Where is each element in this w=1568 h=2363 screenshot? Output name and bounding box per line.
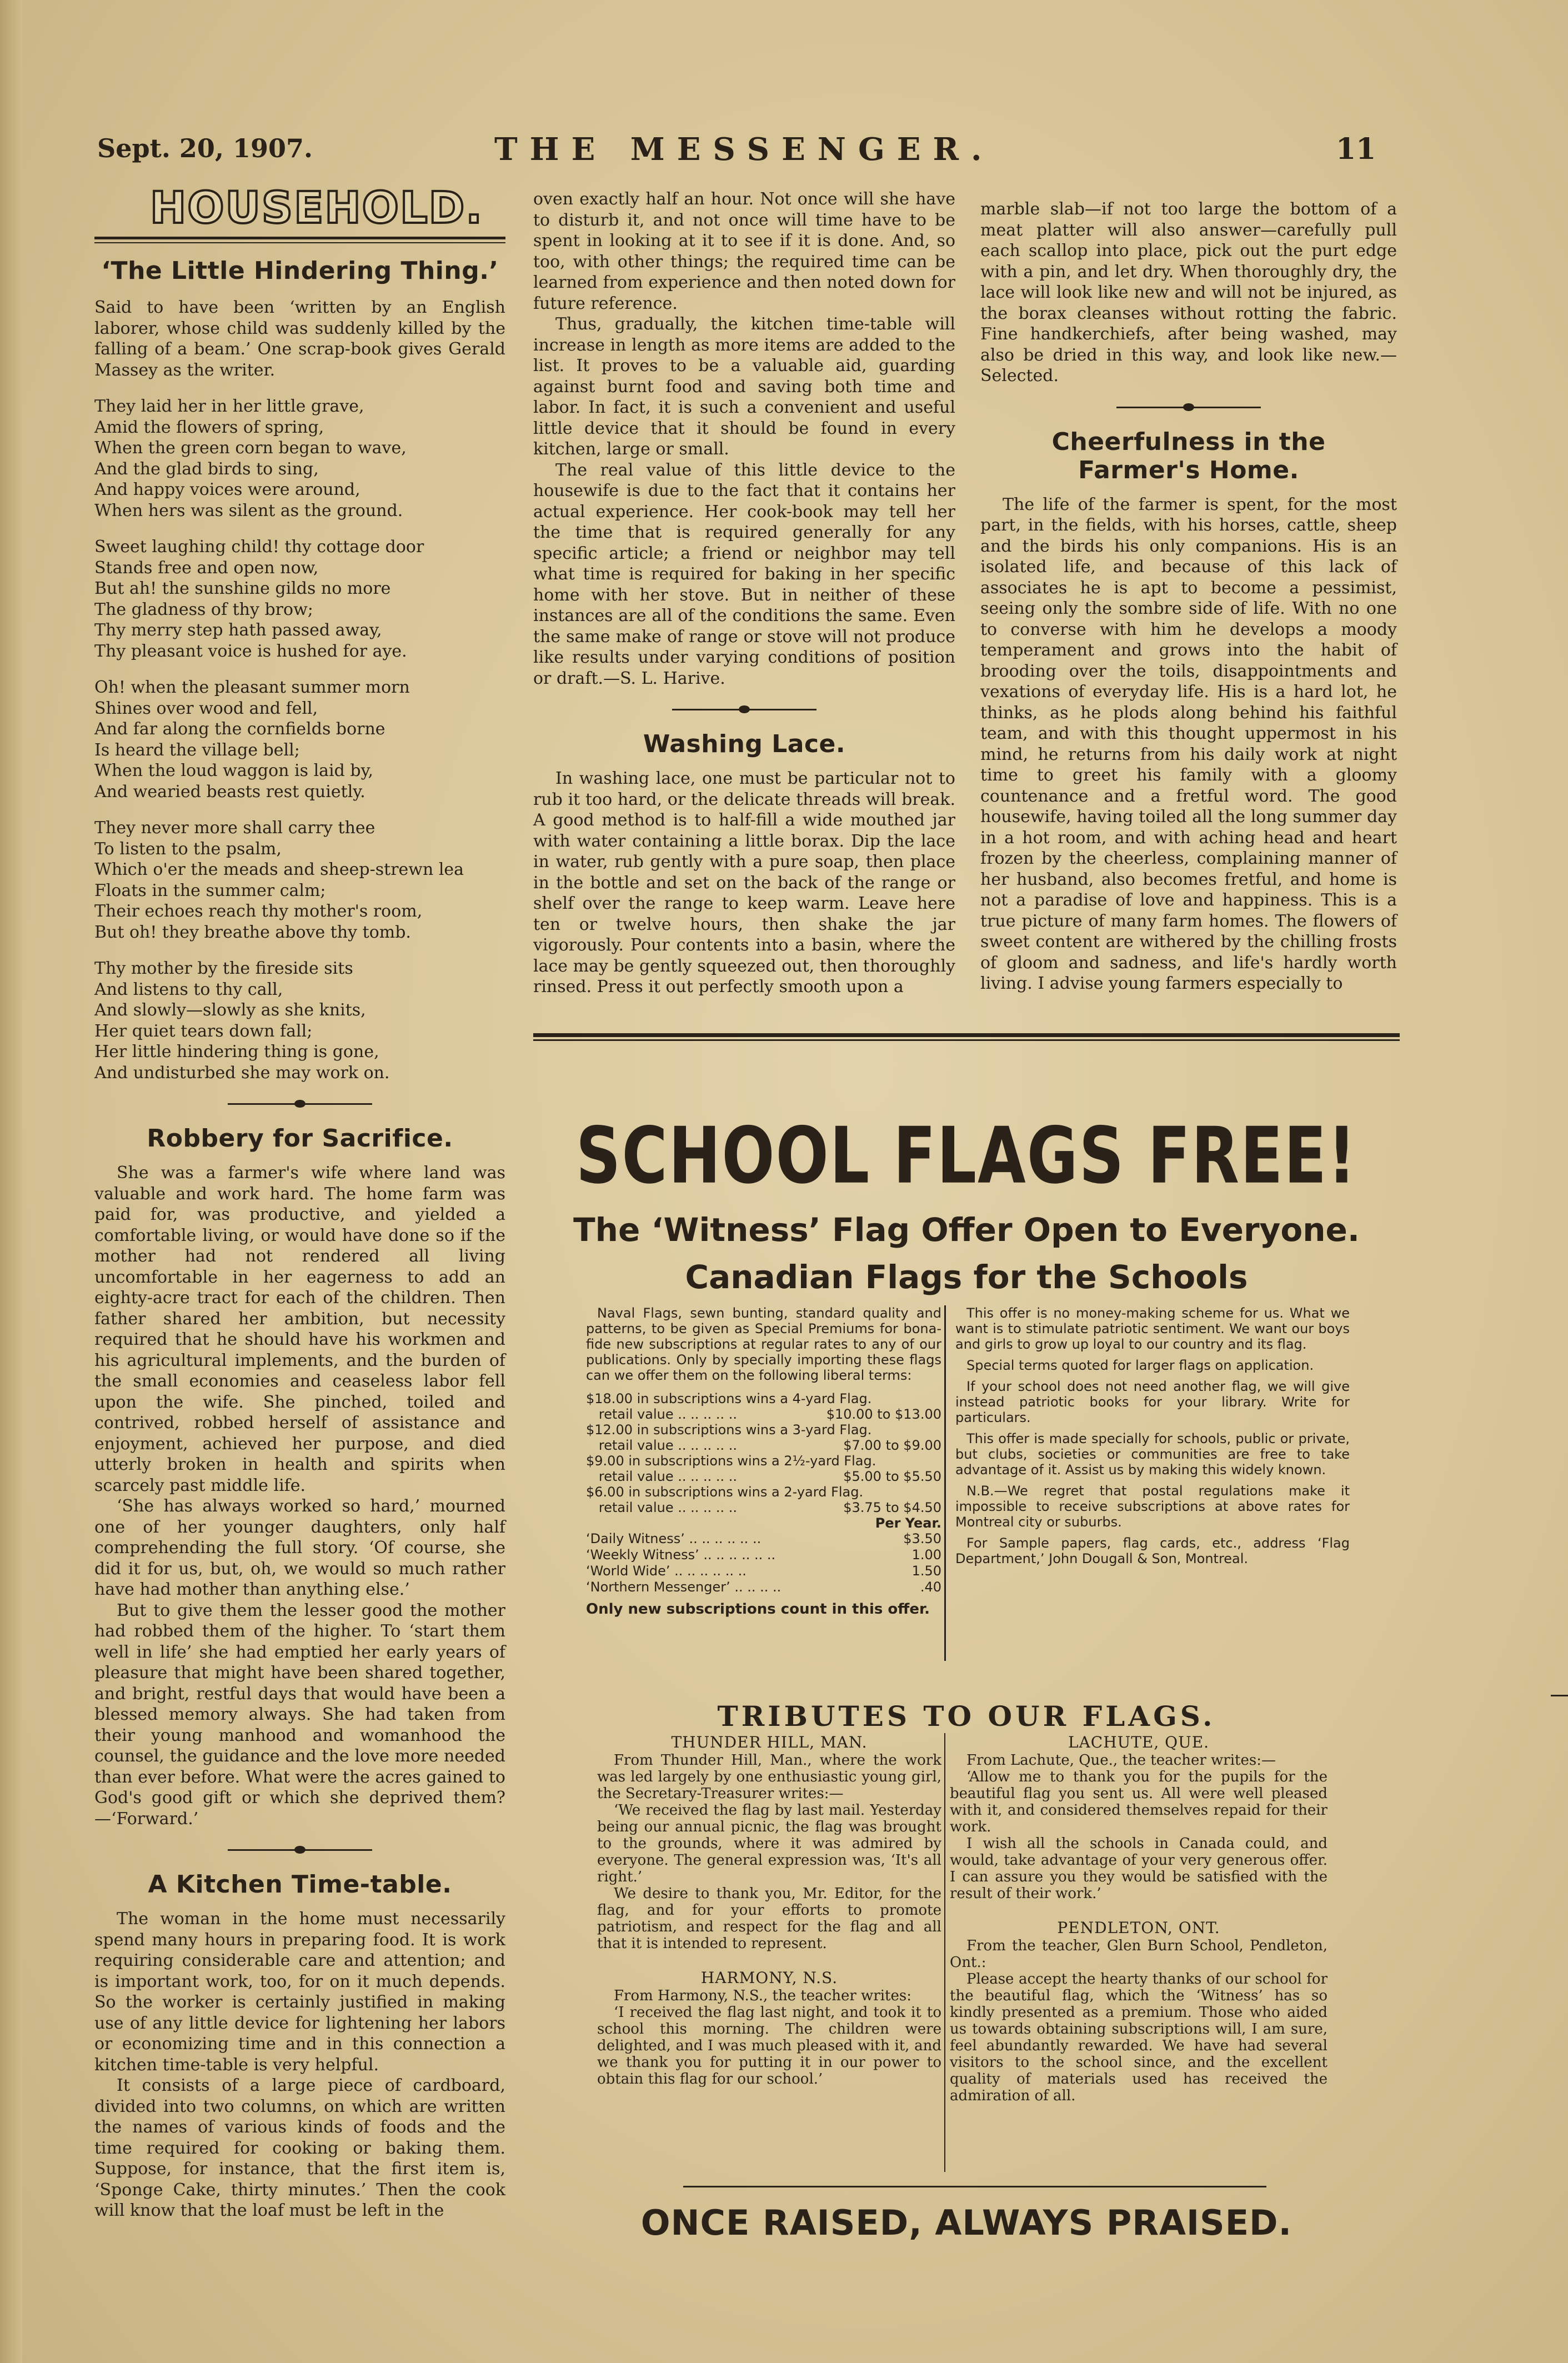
price-label: $12.00 in subscriptions wins a 3-yard Flag. [586,1422,872,1438]
price-row [586,1469,941,1484]
footer-rule [683,2186,1266,2187]
article-body-lace-continued: marble slab—if not too large the bottom of a meat platter will also answer—carefully pull each scallop into place, pick out the purt edge with a pin, and let dry. When thoroughly dry, the lace will look like new and will not be injured, as the borax cleanses without rotting the fabric. Fine handkerchiefs, after being washed, may also be dried in this way, and look like new.—Selected. [980,199,1397,386]
price-value: $7.00 to $9.00 [843,1438,941,1453]
price-value: $5.00 to $5.50 [843,1469,941,1484]
price-label: retail value .. .. .. .. .. [586,1500,738,1515]
offer-note: If your school does not need another flag, we will give instead patriotic books for your library. Write for particulars. [955,1379,1350,1425]
poem-stanza [94,818,505,943]
poem-line: And happy voices were around, [94,480,360,499]
poem-line: Her quiet tears down fall; [94,1021,313,1041]
section-heading-household: HOUSEHOLD. [149,183,484,233]
price-row [586,1484,941,1500]
column-divider [944,1305,946,1661]
poem-title: ‘The Little Hindering Thing.’ [101,257,499,285]
tributes-heading: TRIBUTES TO OUR FLAGS. [717,1700,1216,1733]
paragraph: Thus, gradually, the kitchen time-table will increase in length as more items are added to the list. It proves to be a valuable aid, guarding against burnt food and saving both time and labor. In fact, it is such a convenient and useful little device that it should be found in every kitchen, large or small. [533,314,955,459]
tribute-paragraph: From Harmony, N.S., the teacher writes: [614,1987,911,2004]
poem-stanza [94,677,505,802]
article-body-cheerfulness: The life of the farmer is spent, for the most part, in the fields, with his horses, cattle, sheep and the birds his only companions. His is an isolated life, and because of this lack of associates he is apt to become a pessimist, seeing only the sombre side of life. With no one to converse with him he develops a moody temperament and grows into the habit of brooding over the toils, disappointments and vexations of everyday life. His is a hard lot, he thinks, as he plods along behind his faithful team, and with this thought uppermost in his mind, he returns from his daily work at night time to greet his family with a gloomy countenance and a fretful word. The good housewife, having toiled all the long summer day in a hot room, and with aching head and heart frozen by the cheerless, complaining manner of her husband, also becomes fretful, and home is not a paradise of love and happiness. This is a true picture of many farm homes. The flowers of sweet content are withered by the chilling frosts of gloom and sadness, and life's hardly worth living. I advise young farmers especially to [980,494,1397,993]
only-new-notice: Only new subscriptions count in this offer. [586,1601,930,1618]
double-rule [533,1033,1400,1041]
paragraph: The real value of this little device to the housewife is due to the fact that it contains her actual experience. Her cook-book may tell her the time that is required generally for any specific article; a friend or neighbor may tell what time is required for baking in her specific home with her stove. But in neither of these instances are all of the conditions the same. Even the same make of range or stove will not produce like results under varying conditions of position or draft.—S. L. Harive. [533,460,955,688]
subscription-row [586,1531,941,1547]
divider-ornament [228,1099,372,1109]
subscription-name: ‘Northern Messenger’ .. .. .. .. [586,1579,782,1595]
subscription-list [586,1531,941,1595]
poem-line: Sweet laughing child! thy cottage door [94,537,424,557]
page-fold-shadow [0,0,22,2363]
subscription-row [586,1547,941,1563]
poem-line: And wearied beasts rest quietly. [94,782,365,802]
issue-date: Sept. 20, 1907. [97,133,313,163]
divider-ornament [228,1845,372,1855]
offer-note: For Sample papers, flag cards, etc., address ‘Flag Department,’ John Dougall & Son, Montreal. [955,1535,1350,1566]
article-body-robbery [94,1163,505,1829]
poem-line: When the loud waggon is laid by, [94,761,374,780]
poem-line: When the green corn began to wave, [94,438,407,458]
paragraph: oven exactly half an hour. Not once will she have to disturb it, and not once will time have to be spent in looking at it to see if it is done. And, so too, with other things; the required time can be learned from experience and then noted down for future reference. [533,189,955,313]
article-title-kitchen: A Kitchen Time-table. [148,1870,452,1899]
poem-body [94,396,505,1083]
article-title-robbery: Robbery for Sacrifice. [147,1124,453,1153]
price-row [586,1422,941,1438]
column-3 [980,199,1397,994]
masthead-title: THE MESSENGER. [494,131,994,168]
offer-note: Special terms quoted for larger flags on application. [966,1358,1314,1373]
article-body-kitchen [94,1909,505,2221]
ad-subheading-1: The ‘Witness’ Flag Offer Open to Everyone. [573,1211,1360,1249]
subscription-price: 1.00 [911,1547,941,1563]
ad-subheading-2: Canadian Flags for the Schools [685,1258,1248,1296]
poem-stanza [94,396,505,521]
subscription-row [586,1563,941,1579]
tribute-paragraph: From the teacher, Glen Burn School, Pendleton, Ont.: [950,1938,1327,1971]
poem-line: Thy pleasant voice is hushed for aye. [94,641,407,661]
paragraph: It consists of a large piece of cardboard, divided into two columns, on which are written the names of various kinds of foods and the time required for cooking or baking them. Suppose, for instance, that the first item is, ‘Sponge Cake, thirty minutes.’ Then the cook will know that the loaf must be left in the [94,2076,505,2220]
price-label: retail value .. .. .. .. .. [586,1469,738,1484]
offer-terms [586,1305,941,1618]
tribute-place: HARMONY, N.S. [700,1969,838,1987]
poem-line: But oh! they breathe above thy tomb. [94,922,411,942]
offer-note: N.B.—We regret that postal regulations make it impossible to receive subscriptions at above rates for Montreal city or suburbs. [955,1483,1350,1530]
price-value [937,1422,941,1438]
price-row [586,1391,941,1406]
price-label: retail value .. .. .. .. .. [586,1406,738,1422]
subscription-price: .40 [920,1579,941,1595]
tribute-paragraph: I wish all the schools in Canada could, and would, take advantage of your very generous offer. I can assure you they would be satisfied with the result of their work.’ [950,1835,1327,1902]
offer-note: This offer is no money-making scheme for us. What we want is to stimulate patriotic sentiment. We want our boys and girls to grow up loyal to our country and its flag. [955,1305,1350,1352]
price-row [586,1438,941,1453]
subscription-price: $3.50 [903,1531,941,1546]
per-year-label: Per Year. [875,1515,941,1531]
article-title-cheerfulness: Cheerfulness in the Farmer's Home. [1051,427,1326,484]
price-value: $3.75 to $4.50 [843,1500,941,1515]
paragraph: But to give them the lesser good the mother had robbed them of the higher. To ‘start them well in life’ she had emptied her early years of pleasure that might have been shared together, and bright, restful days that would have been a blessed memory always. She had taken from their young manhood and womanhood the counsel, the guidance and the love more needed than ever before. What were the acres gained to God's good gift or which she deprived them?—‘Forward.’ [94,1600,505,1829]
poem-stanza [94,958,505,1083]
tributes-right-column [950,1733,1327,2104]
price-label: $9.00 in subscriptions wins a 2½-yard Flag. [586,1453,876,1469]
poem-line: Stands free and open now, [94,558,319,578]
subscription-name: ‘World Wide’ .. .. .. .. .. .. [586,1563,747,1579]
offer-note: This offer is made specially for schools, public or private, but clubs, societies or communities are free to take advantage of it. Assist us by making this widely known. [955,1431,1350,1478]
divider-ornament [1116,402,1261,412]
poem-line: And undisturbed she may work on. [94,1063,390,1083]
poem-line: They laid her in her little grave, [94,397,364,416]
poem-line: And slowly—slowly as she knits, [94,1000,366,1020]
price-value [937,1453,941,1469]
column-1 [94,183,505,2221]
poem-intro: Said to have been ‘written by an English laborer, whose child was suddenly killed by the falling of a beam.’ One scrap-book gives Gerald Massey as the writer. [94,298,505,380]
poem-line: Thy merry step hath passed away, [94,620,382,640]
poem-line: And far along the cornfields borne [94,719,385,739]
price-label: $18.00 in subscriptions wins a 4-yard Flag. [586,1391,872,1406]
column-divider [944,1733,945,2172]
paragraph: She was a farmer's wife where land was valuable and work hard. The home farm was paid for, was productive, and yielded a comfortable living, or would have done so if the mother had not rendered all living uncomfortable in her eagerness to add an eighty-acre tract for each of the children. Then father shared her ambition, but necessity required that he should have his workmen and his agricultural implements, and the burden of the small economies and ceaseless labor fell upon the wife. She pinched, toiled and contrived, robbed herself of assistance and enjoyment, achieved her purpose, and died utterly broken in health and spirits when scarcely past middle life. [94,1163,505,1495]
poem-line: Her little hindering thing is gone, [94,1042,379,1062]
poem-line: The gladness of thy brow; [94,599,313,619]
ad-headline: SCHOOL FLAGS FREE! [575,1111,1357,1201]
poem-line: But ah! the sunshine gilds no more [94,579,391,598]
divider-ornament [1551,1690,1568,1700]
poem-line: When hers was silent as the ground. [94,500,403,520]
poem-line: Thy mother by the fireside sits [94,959,353,978]
price-row [586,1500,941,1515]
article-body-kitchen-continued [533,189,955,689]
subscription-price: 1.50 [911,1563,941,1579]
page-number: 11 [1336,132,1376,166]
poem-line: Is heard the village bell; [94,740,300,760]
subscription-name: ‘Daily Witness’ .. .. .. .. .. .. [586,1531,762,1546]
price-label: $6.00 in subscriptions wins a 2-yard Flag. [586,1484,864,1500]
poem-stanza [94,537,505,662]
price-value [937,1391,941,1406]
poem-line: Oh! when the pleasant summer morn [94,678,410,697]
tribute-place: THUNDER HILL, MAN. [671,1733,868,1751]
price-value [937,1484,941,1500]
tribute-paragraph: From Thunder Hill, Man., where the work was led largely by one enthusiastic young girl, the Secretary-Treasurer writes:— [597,1752,941,1802]
poem-line: And listens to thy call, [94,979,283,999]
section-rule [94,237,505,243]
price-list [586,1391,941,1515]
offer-notes [955,1305,1350,1572]
tribute-place: LACHUTE, QUE. [1068,1733,1210,1751]
divider-ornament [672,704,816,714]
poem-line: Floats in the summer calm; [94,880,326,900]
price-value: $10.00 to $13.00 [826,1406,941,1422]
tribute-paragraph: We desire to thank you, Mr. Editor, for the flag, and for your efforts to promote patriotism, and respect for the flag and all that it is intended to represent. [597,1885,941,1952]
paragraph: The woman in the home must necessarily spend many hours in preparing food. It is work requiring considerable care and attention; and is important work, too, for on it much depends. So the worker is certainly justified in making use of any little device for lightening her labors or economizing time and in this connection a kitchen time-table is very helpful. [94,1909,505,2075]
subscription-row [586,1579,941,1595]
tribute-paragraph: ‘I received the flag last night, and took it to school this morning. The children were delighted, and I was much pleased with it, and we thank you for putting it in our power to obtain this flag for our school.’ [597,2004,941,2087]
price-row [586,1406,941,1422]
poem-line: They never more shall carry thee [94,818,375,838]
tribute-paragraph: ‘We received the flag by last mail. Yesterday being our annual picnic, the flag was brought to the grounds, where it was admired by everyone. The general expression was, ‘It's all right.’ [597,1802,941,1885]
tribute-place: PENDLETON, ONT. [1057,1919,1220,1937]
column-2 [533,189,955,998]
poem-line: Which o'er the meads and sheep-strewn lea [94,860,464,879]
poem-line: Shines over wood and fell, [94,698,318,718]
poem-line: And the glad birds to sing, [94,459,319,479]
poem-line: Their echoes reach thy mother's room, [94,902,423,921]
tribute-paragraph: ‘Allow me to thank you for the pupils for the beautiful flag you sent us. All were well pleased with it, and considered themselves repaid for their work. [950,1769,1327,1835]
poem-line: Amid the flowers of spring, [94,417,324,437]
subscription-name: ‘Weekly Witness’ .. .. .. .. .. .. [586,1547,776,1563]
paragraph: ‘She has always worked so hard,’ mourned one of her younger daughters, only half comprehending the full story. ‘Of course, she did it for us, but, oh, we would so much rather have had mother than anything else.’ [94,1496,505,1599]
price-row [586,1453,941,1469]
article-body-lace: In washing lace, one must be particular not to rub it too hard, or the delicate threads will break. A good method is to half-fill a wide mouthed jar with water containing a little borax. Dip the lace in water, rub gently with a pure soap, then place in the bottle and set on the back of the range or shelf over the range to keep warm. Leave here ten or twelve hours, then shake the jar vigorously. Pour contents into a basin, where the lace may be gently squeezed out, then thoroughly rinsed. Press it out perfectly smooth upon a [533,769,955,997]
poem-line: To listen to the psalm, [94,839,282,859]
price-label: retail value .. .. .. .. .. [586,1438,738,1453]
tribute-paragraph: Please accept the hearty thanks of our school for the beautiful flag, which the ‘Witness’ has so kindly presented as a premium. Those who aided us towards obtaining subscriptions will, I am sure, feel abundantly rewarded. We have had several visitors to the school since, and the excellent quality of materials used has received the admiration of all. [950,1971,1327,2104]
tribute-paragraph: From Lachute, Que., the teacher writes:— [966,1752,1276,1769]
article-title-lace: Washing Lace. [643,730,846,758]
footer-slogan: ONCE RAISED, ALWAYS PRAISED. [640,2202,1293,2243]
tributes-left-column [597,1733,941,2087]
offer-intro: Naval Flags, sewn bunting, standard quality and patterns, to be given as Special Premiums for bona-fide new subscriptions at regular rates to any of our publications. Only by specially importing these flags can we offer them on the following liberal terms: [586,1305,941,1383]
